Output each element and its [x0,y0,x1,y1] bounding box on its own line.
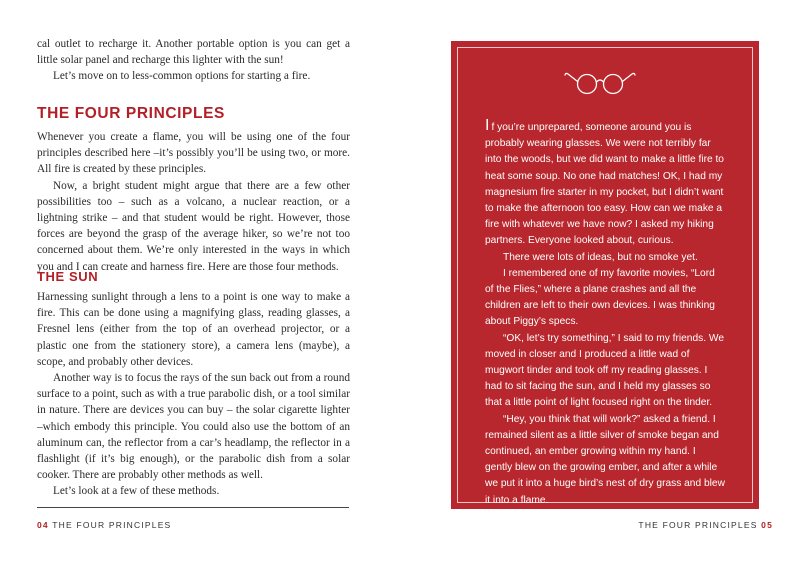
story-paragraph-4: “OK, let’s try something,” I said to my friends. We moved in closer and I produced a little wad of mugwort tinder and took off my reading glasses. I had to sit facing the sun, and I held my glasses so that a little point of light focused right on the tinder. [485,332,724,409]
principles-paragraph-2: Now, a bright student might argue that there are a few other possibilities too – such as a volcano, a nuclear reaction, or a lightning strike – and that student would be right. However, those forces are beyond the grasp of the average hiker, so we’re not too concerned about them. We’re only interested in the ways in which you and I can create and harness fire. Here are those four methods. [37,179,350,273]
story-paragraph-1 [485,118,725,250]
footer-divider [37,507,349,508]
footer-left [37,520,171,530]
page-number-right: 05 [761,520,773,530]
story-paragraph-2: There were lots of ideas, but no smoke yet. [503,251,698,263]
principles-text [37,129,350,275]
heading-four-principles: THE FOUR PRINCIPLES [37,105,225,122]
right-page [400,0,800,561]
story-paragraph-3: I remembered one of my favorite movies, “Lord of the Flies,” where a plane crashes and all the children are left to their own devices. I was thinking about Piggy’s specs. [485,267,715,328]
story-dropcap: I [485,117,490,134]
page-number-left: 04 [37,520,49,530]
intro-paragraph-2: Let’s move on to less-common options for starting a fire. [53,70,311,83]
principles-paragraph-1: Whenever you create a flame, you will be using one of the four principles described here –it’s possibly you’ll be using two, or more. All fire is created by these principles. [37,131,350,176]
footer-right [638,520,773,530]
running-title-right: THE FOUR PRINCIPLES [638,520,758,530]
heading-the-sun: THE SUN [37,269,99,284]
sidebar-story-text [485,118,725,541]
story-paragraph-1-text: f you’re unprepared, someone around you is probably wearing glasses. We were not terribly far into the woods, but we did want to make a little fire to heat some soup. No one had matches! OK, I had my magnesium fire starter in my pocket, but I didn’t want to make the afternoon too easy. How can we make a fire with whatever we have now? I asked my hiking partners. Everyone looked about, curious. [485,122,724,247]
running-title-left: THE FOUR PRINCIPLES [52,520,172,530]
intro-text [37,36,350,85]
story-paragraph-5: “Hey, you think that will work?” asked a friend. I remained silent as a little silver of smoke began and continued, an ember growing within my hand. I gently blew on the growing ember, and after a while we put it into a huge bird’s nest of dry grass and blew it into a flame. [485,413,725,506]
sun-paragraph-1: Harnessing sunlight through a lens to a point is one way to make a fire. This can be done using a magnifying glass, reading glasses, a Fresnel lens (either from the top of an overhead projector, or a plastic one from the stationery store), a camera lens (maybe), a scope, and probably other devices. [37,291,350,368]
sun-text [37,289,350,500]
eyeglasses-icon [564,69,636,95]
intro-paragraph-1: cal outlet to recharge it. Another portable option is you can get a little solar panel and recharge this lighter with the sun! [37,38,350,67]
story-paragraph-6: As we enjoyed our warm soup, my friend declared, “well, that’s a new one on me!” [485,510,688,539]
sun-paragraph-2: Another way is to focus the rays of the sun back out from a round surface to a point, such as with a true parabolic dish, or a tool similar in nature. There are devices you can buy – the solar cigarette lighter –which embody this principle. You could also use the bottom of an aluminum can, the reflector from a car’s headlamp, the reflector in a flashlight (if it’s big enough), or the parabolic dish from a solar cooker. There are probably other methods as well. [37,372,350,482]
sun-paragraph-3: Let’s look at a few of these methods. [53,485,220,498]
